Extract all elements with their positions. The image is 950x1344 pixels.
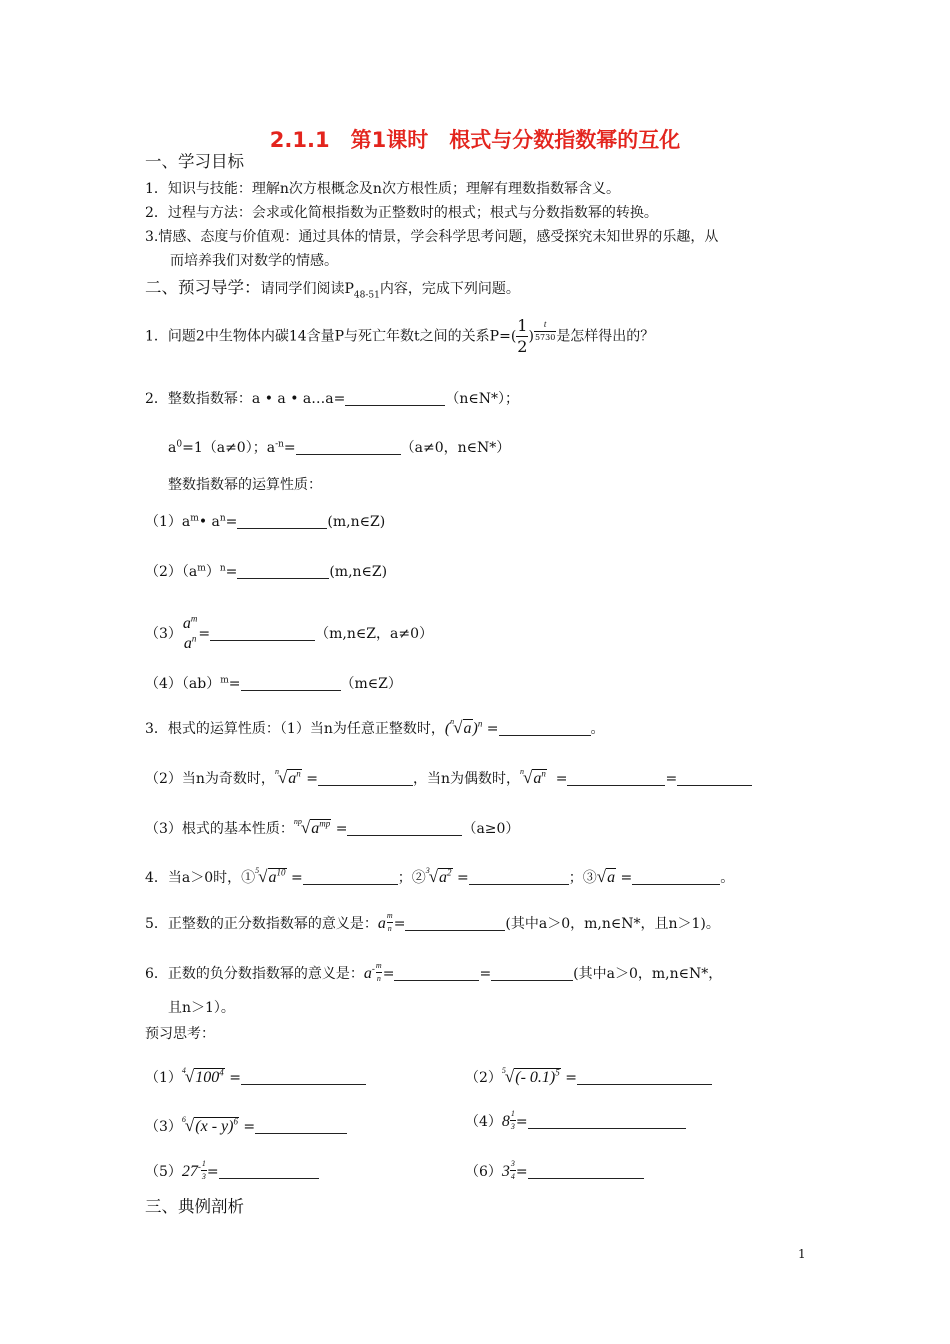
section-2-page-range: 48-51 <box>353 290 380 301</box>
question-3-3: （3）根式的基本性质：$^{np}√a^{mp} = (a\ge 0)$ <box>145 817 520 837</box>
practice-6-base: 3 <box>501 1163 510 1180</box>
objective-1: 1．知识与技能：理解n次方根概念及n次方根性质；理解有理数指数幂含义。 <box>145 181 620 197</box>
rule-4-a: （4）（ab） <box>145 676 221 692</box>
q2b-eq: = <box>283 440 296 456</box>
objective-3b: 而培养我们对数学的情感。 <box>170 253 338 269</box>
rule-2-eq: = <box>225 564 238 580</box>
q3-radical-expr: $(^n√a)^n$ <box>444 717 483 737</box>
question-3-2: （2）当n为奇数时，$^n√a^n$ = ，当n为偶数时，$^n√a^n$ = = <box>145 762 752 789</box>
objective-3a: 3.情感、态度与价值观：通过具体的情景，学会科学思考问题，感受探究未知世界的乐趣，从 <box>145 229 719 245</box>
q6-blank-2[interactable] <box>491 966 573 981</box>
q3-2-even-blank-1[interactable] <box>567 771 665 786</box>
practice-3: $(3)^6√(x - y)^6$ = <box>145 1110 347 1137</box>
practice-6-label: （6） <box>465 1164 502 1180</box>
q1-denominator: 2 <box>517 337 528 356</box>
q1-text: 1．问题2中生物体内碳14含量P与死亡年数t之间的关系P=( <box>145 328 517 345</box>
q3-2-even: ，当n为偶数时， <box>412 771 520 787</box>
practice-3-label: （3） <box>145 1119 182 1135</box>
practice-3-radicand: (x - y) <box>195 1118 234 1135</box>
q5-blank[interactable] <box>405 916 505 931</box>
question-4: 4．当a＞0时，$①^5√a^{10}$ = ；$②^3√a^2$ = ；③√a = 。 <box>145 866 735 886</box>
q4-blank-3[interactable] <box>632 870 720 885</box>
rule-2-blank[interactable] <box>237 564 329 579</box>
document-title: 2.1.1 第1课时 根式与分数指数幂的互化 <box>269 128 681 152</box>
rule-1-condition: (m,n∈Z) <box>327 514 386 530</box>
practice-4-blank[interactable] <box>528 1114 686 1129</box>
q3-3-root: $^{np}√a^{mp}$ <box>293 817 331 837</box>
practice-1: $(1)^4√100^4$ = <box>145 1061 366 1088</box>
practice-3-blank[interactable] <box>255 1119 347 1134</box>
rule-3-blank[interactable] <box>210 626 315 641</box>
practice-6-power: 3 $\frac{3}{4}$ <box>501 1159 515 1181</box>
practice-1-blank[interactable] <box>241 1070 366 1085</box>
section-3-heading: 三、典例剖析 <box>145 1197 244 1216</box>
section-2-heading-c: 内容，完成下列问题。 <box>379 281 520 297</box>
practice-5: （5）27- $\frac{1}{3}$ = <box>145 1160 319 1182</box>
q6-condition: (其中a＞0，m,n∈N*， <box>573 966 723 982</box>
rule-2: $(2)(a^m)^n=$ (m,n∈Z) <box>145 563 388 580</box>
objective-2: 2．过程与方法：会求或化简根指数为正整数时的根式；根式与分数指数幂的转换。 <box>145 205 658 221</box>
question-6-cont: 且n＞1）。 <box>168 1000 235 1016</box>
q6-text: 6．正数的负分数指数幂的意义是： <box>145 966 364 982</box>
q2b-text: =1（a≠0）；a <box>182 440 276 456</box>
rules-heading: 整数指数幂的运算性质： <box>168 477 322 493</box>
q1-tail: 是怎样得出的？ <box>556 328 655 345</box>
q3-text: 3．根式的运算性质：（1）当n为任意正整数时， <box>145 721 445 737</box>
rule-2-a: （2）（a <box>145 564 198 580</box>
q2b-blank[interactable] <box>296 440 401 455</box>
q2-condition: （n∈N*）； <box>445 391 519 407</box>
rule-1-eq: = <box>225 514 238 530</box>
rule-2-condition: (m,n∈Z) <box>329 564 388 580</box>
rule-3-fraction: $a^m$ $a^n$ <box>182 613 198 652</box>
q1-exp-num: t <box>543 318 547 329</box>
practice-1-label: （1） <box>145 1070 182 1086</box>
rule-3-eq: = <box>198 626 211 642</box>
practice-1-root: $^4√100^4$ <box>181 1066 224 1086</box>
question-2-zero-power <box>168 438 510 458</box>
q3-end: 。 <box>590 721 605 737</box>
question-6: 6．正数的负分数指数幂的意义是：a- $\frac{m}{n}$ = = (其中a＞0，m,n∈N*， <box>145 961 723 983</box>
q2-blank[interactable] <box>345 391 445 406</box>
q3-2-odd-root: $^n√a^n$ <box>274 767 301 787</box>
rule-4-blank[interactable] <box>241 676 341 691</box>
q3-2-even-root: $^n√a^n$ <box>520 767 546 787</box>
practice-5-blank[interactable] <box>219 1164 319 1179</box>
q4-text: 4．当a＞0时，① <box>145 870 256 886</box>
q4-sep-3: ；③ <box>568 870 597 886</box>
practice-6-blank[interactable] <box>528 1164 644 1179</box>
q3-2-even-blank-2[interactable] <box>677 771 752 786</box>
practice-5-power: 27- $\frac{1}{3}$ <box>181 1159 206 1181</box>
q2b-supn: -n <box>275 439 284 450</box>
q1-exponent <box>534 320 556 342</box>
q2b-a: a <box>168 440 177 456</box>
q4-sep-2: ；② <box>397 870 426 886</box>
practice-5-base: 27 <box>181 1163 198 1180</box>
practice-6: （6）3 $\frac{3}{4}$ = <box>465 1160 644 1182</box>
rule-2-b: ） <box>205 564 220 580</box>
q3-3-text: （3）根式的基本性质： <box>145 821 294 837</box>
q4-root-1: $^5√a^{10}$ <box>255 866 286 886</box>
practice-2: $(2)^5√(-$ 0.1)$^5$ = <box>465 1061 712 1088</box>
q4-root-3: √a <box>596 867 616 886</box>
q1-numerator: 1 <box>517 316 528 335</box>
q6-power: a- $\frac{m}{n}$ <box>363 961 382 983</box>
question-3: 3．根式的运算性质：（1）当n为任意正整数时，$(^n√a)^n$ = 。 <box>145 717 605 737</box>
practice-2-label: （2） <box>465 1070 502 1086</box>
section-2-heading-label: 二、预习导学： <box>145 278 261 297</box>
question-2 <box>145 389 519 409</box>
rule-4: （4）（ab）$^m$= （m∈Z） <box>145 675 402 692</box>
q1-fraction <box>516 318 528 355</box>
q3-2-odd: （2）当n为奇数时， <box>145 771 275 787</box>
q2b-sup0: 0 <box>176 439 183 450</box>
practice-2-blank[interactable] <box>577 1070 712 1085</box>
preview-thinking-heading: 预习思考： <box>145 1026 215 1042</box>
rule-1: $(1)a^m•$ $a^n=$ (m,n∈Z) <box>145 513 386 530</box>
practice-5-label: （5） <box>145 1164 182 1180</box>
practice-2-root: $^5$√(- 0.1)$^5$ <box>501 1066 560 1086</box>
rule-4-eq: = <box>228 676 241 692</box>
practice-4-power: 8 $\frac{1}{3}$ <box>501 1109 515 1131</box>
rule-1-b: • a <box>198 514 220 530</box>
practice-4: （4）8 $\frac{1}{3}$ = <box>465 1110 686 1132</box>
rule-4-condition: （m∈Z） <box>340 676 402 692</box>
rule-1-blank[interactable] <box>237 514 327 529</box>
q5-text: 5．正整数的正分数指数幂的意义是： <box>145 916 378 932</box>
section-1-heading: 一、学习目标 <box>145 152 244 171</box>
q4-end: 。 <box>720 870 735 886</box>
q4-blank-2[interactable] <box>469 870 569 885</box>
q4-blank-1[interactable] <box>303 870 398 885</box>
practice-4-label: （4） <box>465 1114 502 1130</box>
q1-paren: ) <box>528 328 534 345</box>
q5-power: a $\frac{m}{n}$ <box>377 911 393 933</box>
page-number: 1 <box>798 1247 806 1261</box>
rule-1-a: （1）a <box>145 514 191 530</box>
q3-3-condition: （a≥0） <box>462 821 520 837</box>
question-5: 5．正整数的正分数指数幂的意义是：a $\frac{m}{n}$ = (其中a＞0，m,n∈N*，且n＞1)。 <box>145 911 720 933</box>
practice-4-base: 8 <box>501 1113 510 1130</box>
section-2-heading <box>145 278 520 299</box>
rule-3-condition: （m,n∈Z，a≠0） <box>315 626 433 642</box>
q4-root-2: $^3√a^2$ <box>425 866 452 886</box>
practice-1-radicand: 100 <box>195 1069 220 1086</box>
q3-2-odd-blank[interactable] <box>318 771 413 786</box>
rule-3 <box>145 612 433 656</box>
rule-3-a: （3） <box>145 626 182 642</box>
q5-condition: (其中a＞0，m,n∈N*，且n＞1)。 <box>505 916 720 932</box>
question-1 <box>145 318 654 355</box>
q1-exp-den: 5730 <box>534 332 556 342</box>
q2-text: 2．整数指数幂：a • a • a…a= <box>145 391 346 407</box>
section-2-heading-b: 请同学们阅读P <box>260 281 354 297</box>
practice-3-root: $^6$√(x - y)$^6$ <box>181 1115 238 1135</box>
q2b-condition: （a≠0，n∈N*） <box>400 440 511 456</box>
practice-2-radicand: (- 0.1) <box>515 1069 556 1086</box>
q6-blank-1[interactable] <box>394 966 479 981</box>
q3-blank[interactable] <box>499 721 591 736</box>
q3-3-blank[interactable] <box>347 821 462 836</box>
